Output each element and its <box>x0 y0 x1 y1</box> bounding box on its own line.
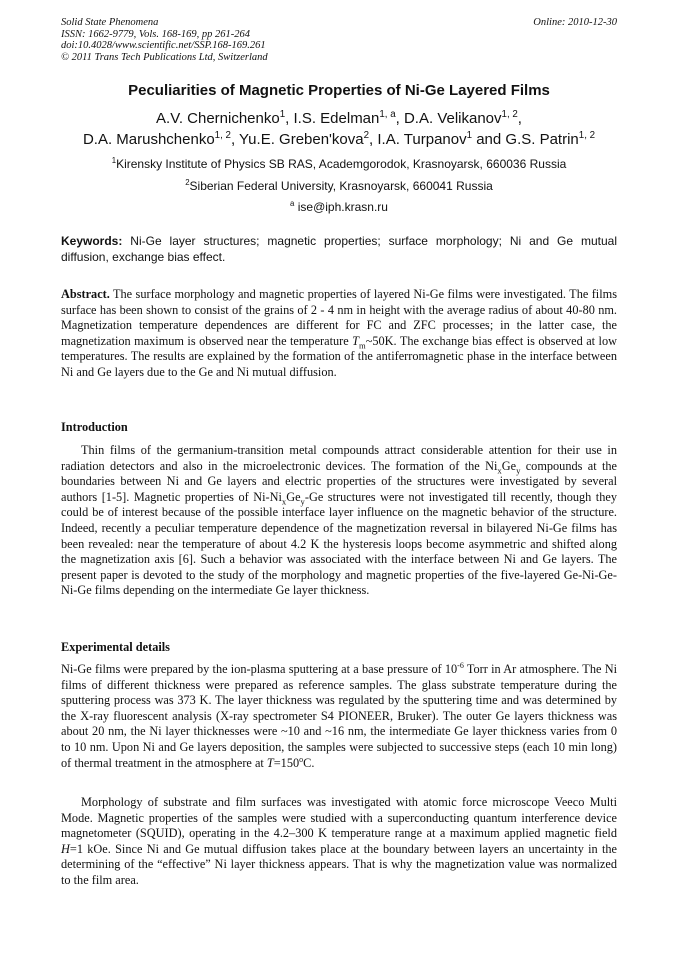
abstract: Abstract. The surface morphology and magnetic properties of layered Ni-Ge films were investigated. The films surface has been shown to consist of the grains of 2 - 4 nm in height with the average radius of about 40-80 nm. Magnetization temperature dependences are different for FC and ZFC processes; in the latter case, the magnetization maximum is observed near the temperature $T_m\sim 50K$. The exchange bias effect is observed at low temperatures. The results are explained by the formation of the antiferromagnetic phase in the interface between Ni and Ge layers due to the Ge and Ni mutual diffusion. <box>61 287 617 379</box>
keywords-label: Keywords: <box>61 234 123 248</box>
author-list: A.V. Chernichenko$^1$, I.S. Edelman$^{1, a}$, D.A. Velikanov$^{1, 2}$, D.A. Marushchenko$^{1, 2}$, Yu.E. Greben'kova$^2$, I.A. Turpanov$^1$ and G.S. Patrin$^{1, 2}$ <box>82 109 596 148</box>
experimental-paragraph-1: Ni-Ge films were prepared by the ion-plasma sputtering at a base pressure of $10^{-6}$ Torr in Ar atmosphere. The Ni films of different thickness were prepared as reference samples. The glass substrate temperature during the sputtering process was 373 K. The layer thickness was regulated by the sputtering time and was determined by the X-ray fluorescent analysis (X-ray spectrometer S4 PIONEER, Bruker). The outer Ge layers thickness was about 20 nm, the Ni layer thicknesses were ~10 and ~16 nm, the intermediate Ge layer thickness varies from 0 to 10 nm. Upon Ni and Ge layers deposition, the samples were subjected to successive steps (each 10 min long) of thermal treatment in the atmosphere at $T=150^oC$. <box>61 660 617 770</box>
section-heading-experimental: Experimental details <box>61 640 170 654</box>
copyright-line: © 2011 Trans Tech Publications Ltd, Switzerland <box>61 51 268 63</box>
author-email: $^a$ ise@iph.krasn.ru <box>290 199 388 214</box>
author-name: , I.A. Turpanov <box>369 131 467 148</box>
keywords: Keywords: Ni-Ge layer structures; magnetic properties; surface morphology; Ni and Ge mutual diffusion, exchange bias effect. <box>61 234 617 264</box>
abstract-label: Abstract. <box>61 287 110 301</box>
affiliation-1: $^1$Kirensky Institute of Physics SB RAS, Academgorodok, Krasnoyarsk, 660036 Russia <box>111 156 567 171</box>
experimental-paragraph-2: Morphology of substrate and film surfaces was investigated with atomic force microscope Veeco Multi Mode. Magnetic properties of the samples were studied with a superconducting quantum interference device magnetometer (SQUID), operating in the 4.2–300 K temperature range at a maximum applied magnetic field H=1 kOe. Since Ni and Ge mutual diffusion takes place at the boundary between layers an uncertainty in the determining of the “effective” Ni layer thickness appears. That is why the magnetization value was normalized to the film area. <box>61 795 617 887</box>
paper-title: Peculiarities of Magnetic Properties of Ni-Ge Layered Films <box>128 82 550 99</box>
journal-name: Solid State Phenomena <box>61 17 159 28</box>
affiliation-2: $^2$Siberian Federal University, Krasnoyarsk, 660041 Russia <box>185 178 493 193</box>
page-header <box>61 17 617 63</box>
doi-line: doi:10.4028/www.scientific.net/SSP.168-169.261 <box>61 40 266 52</box>
author-name: and G.S. Patrin <box>472 131 579 148</box>
author-name: D.A. Marushchenko <box>82 131 215 148</box>
online-date: Online: 2010-12-30 <box>533 17 617 28</box>
author-name: A.V. Chernichenko <box>156 110 280 127</box>
author-name: , Yu.E. Greben'kova <box>230 131 364 148</box>
author-name: , D.A. Velikanov <box>395 110 502 127</box>
section-heading-introduction: Introduction <box>61 420 128 434</box>
issn-line: ISSN: 1662-9779, Vols. 168-169, pp 261-264 <box>61 28 250 40</box>
author-name: , I.S. Edelman <box>285 110 380 127</box>
introduction-paragraph: Thin films of the germanium-transition metal compounds attract considerable attention for their use in radiation detectors and also in the microelectronic devices. The formation of the $Ni_xGe_y$ compounds at the boundaries between Ni and Ge layers and electric properties of the structures were investigated by several authors [1-5]. Magnetic properties of $Ni-Ni_xGe_y-Ge$ structures were not investigated till recently, though they could be of interest because of the possible interface layer influence on the magnetic behavior of the structure. Indeed, recently a peculiar temperature dependence of the magnetization reversal in bilayered Ni-Ge films has been revealed: near the temperature of about 4.2 K the hysteresis loops become asymmetric and shifted along the magnetization axis [6]. Such a behavior was associated with the interface between Ni and Ge layers. The present paper is devoted to the study of the morphology and magnetic properties of the five-layered Ge-Ni-Ge-Ni-Ge films depending on the intermediate Ge layer thickness. <box>61 443 617 598</box>
